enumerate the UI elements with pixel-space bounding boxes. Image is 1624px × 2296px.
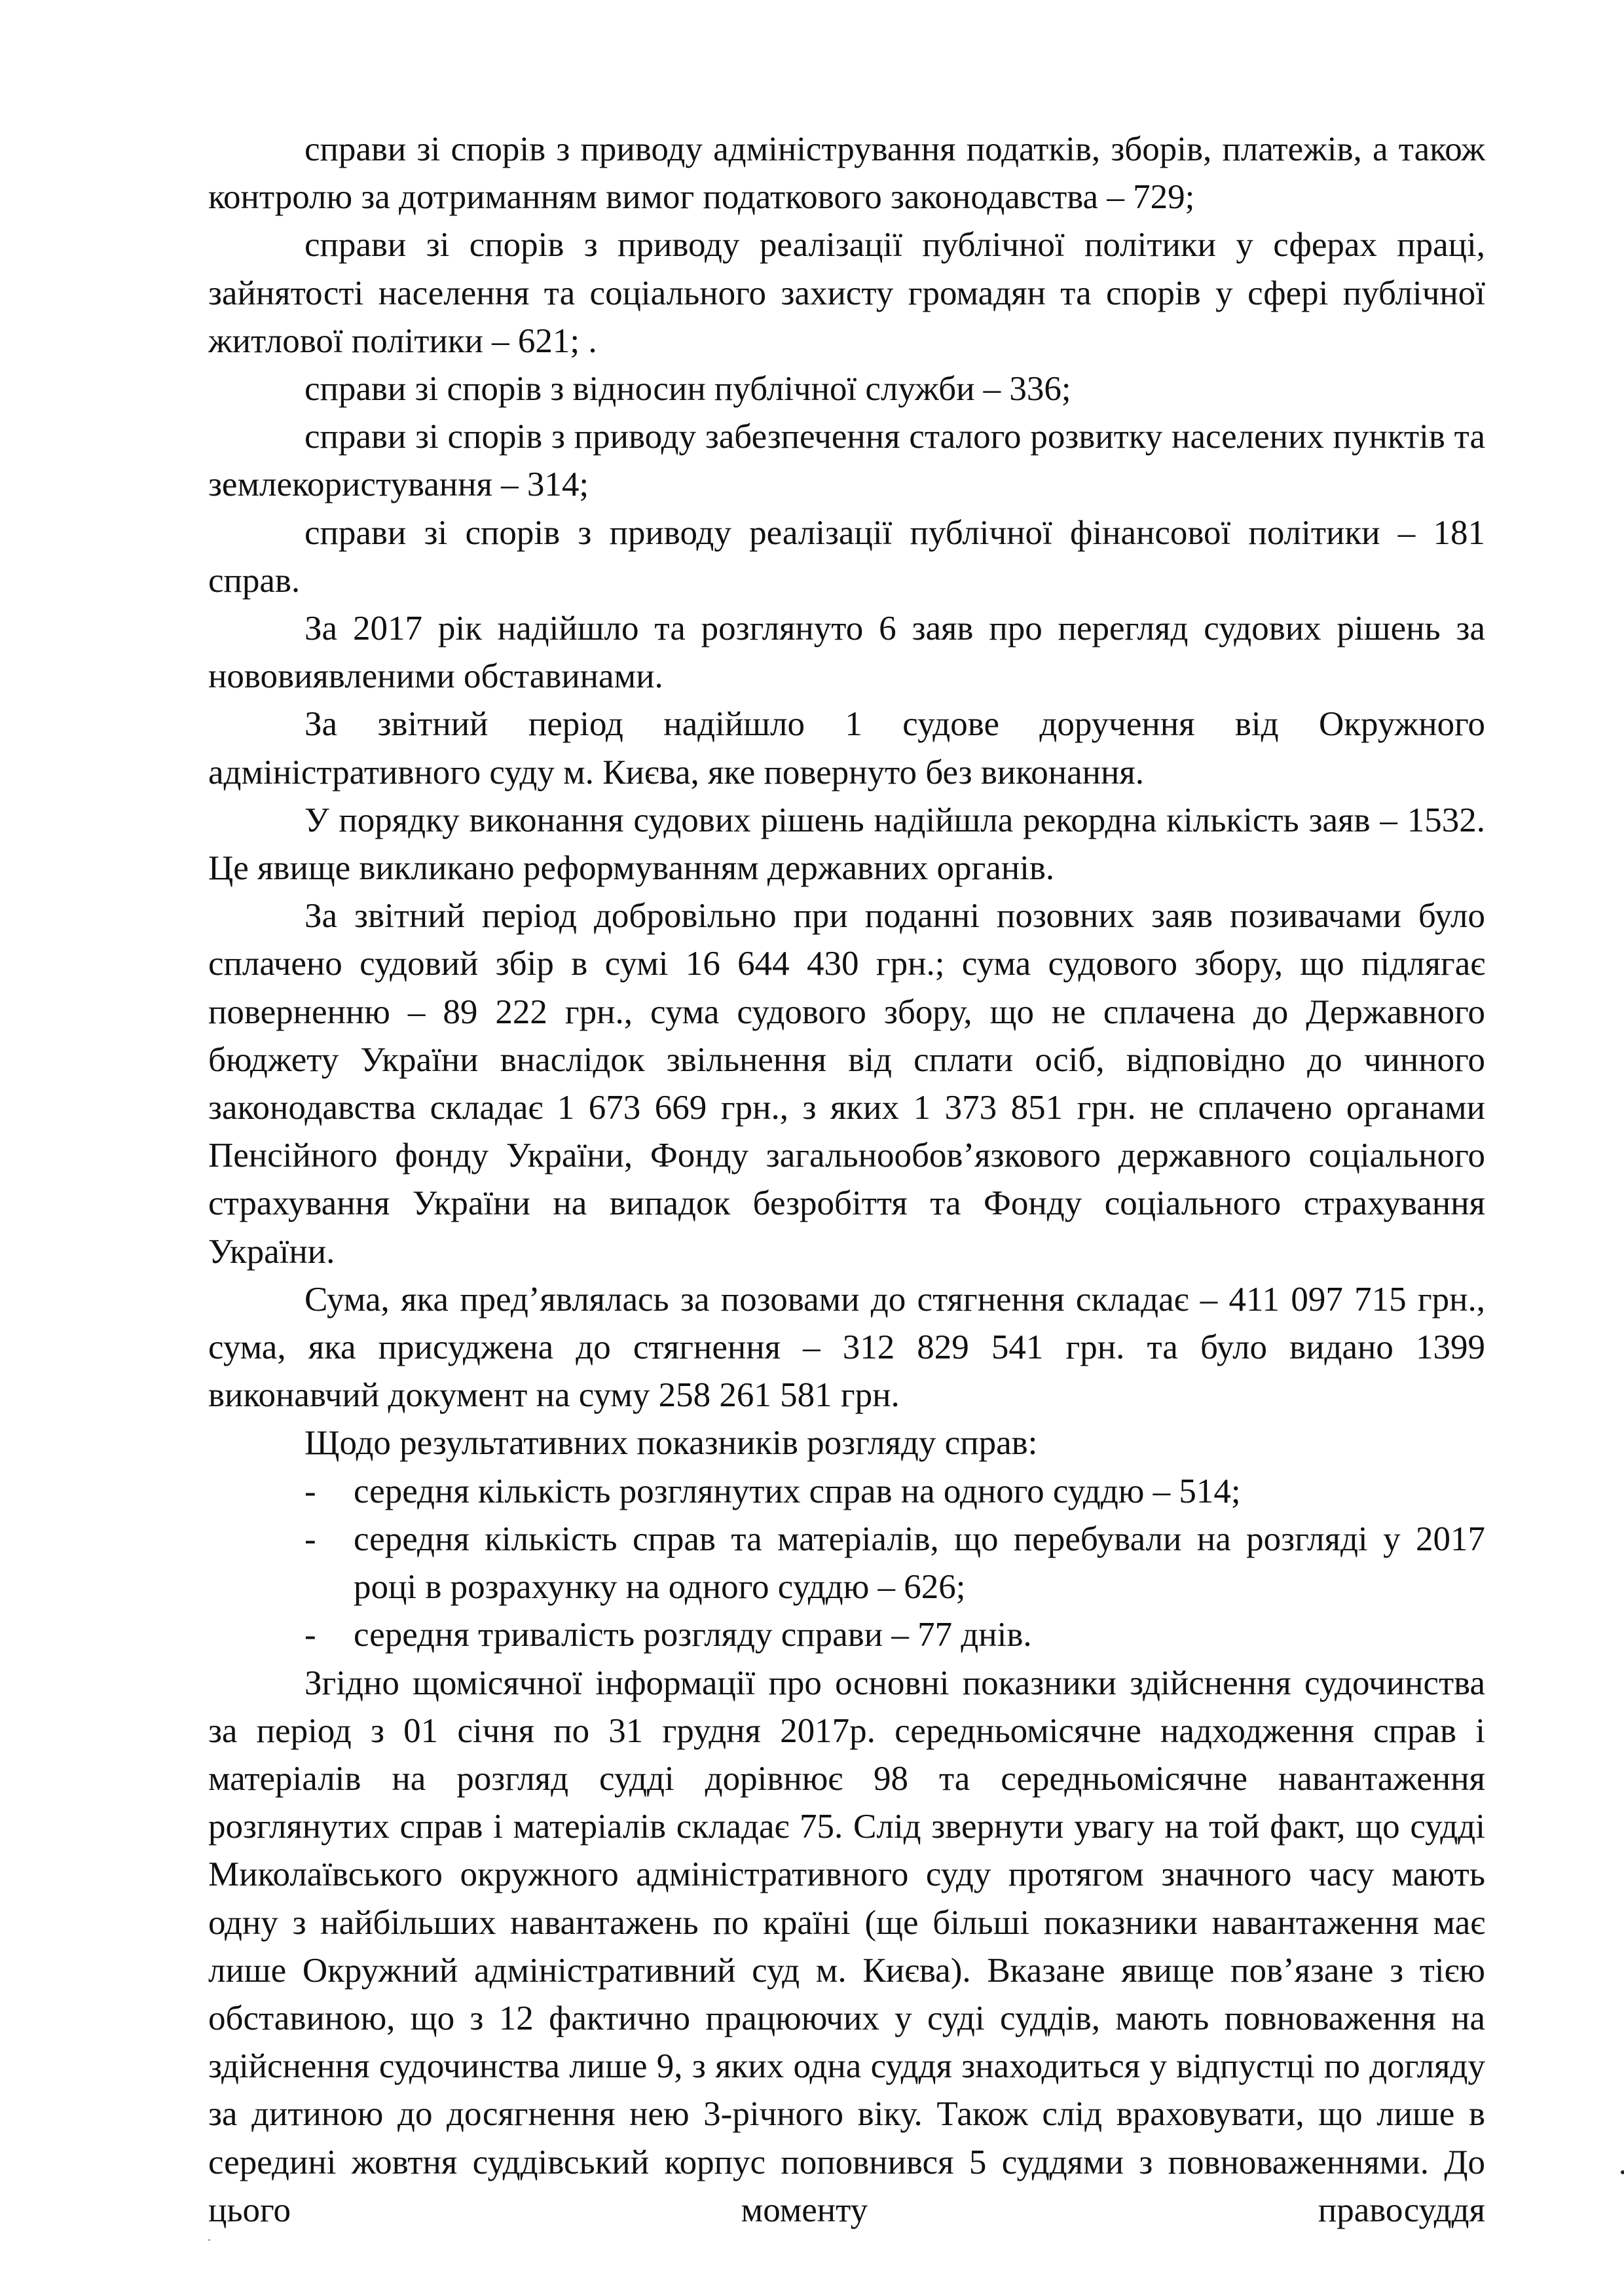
document-page	[208, 126, 1485, 2234]
list-item-text: середня тривалість розгляду справи – 77 днів.	[354, 1616, 1032, 1654]
paragraph-review-applications: За 2017 рік надійшло та розглянуто 6 заяв про перегляд судових рішень за нововиявленими обставинами.	[208, 610, 1485, 696]
paragraph-financial-policy: справи зі спорів з приводу реалізації публічної фінансової політики – 181 справ.	[208, 513, 1485, 600]
paragraph-labor-disputes: справи зі спорів з приводу реалізації публічної політики у сферах праці, зайнятості населення та соціального захисту громадян та спорів у сфері публічної житлової політики – 621; .	[208, 226, 1485, 360]
paragraph-enforcement: У порядку виконання судових рішень надійшла рекордна кількість заяв – 1532. Це явище викликано реформуванням державних органів.	[208, 801, 1485, 888]
list-item	[208, 1611, 1485, 1659]
paragraph-land-use: справи зі спорів з приводу забезпечення сталого розвитку населених пунктів та землекористування – 314;	[208, 418, 1485, 504]
indicators-list	[208, 1468, 1485, 1660]
list-item-text: середня кількість розглянутих справ на одного суддю – 514;	[354, 1472, 1241, 1510]
scan-speck	[1621, 2170, 1624, 2174]
scan-speck	[208, 2239, 210, 2241]
list-dash: -	[304, 1472, 316, 1510]
list-item-text: середня кількість справ та матеріалів, що перебували на розгляді у 2017 році в розрахунку на одного суддю – 626;	[354, 1520, 1485, 1607]
list-dash: -	[304, 1520, 316, 1558]
paragraph-indicators-intro: Щодо результативних показників розгляду справ:	[304, 1424, 1038, 1463]
paragraph-public-service: справи зі спорів з відносин публічної служби – 336;	[304, 370, 1071, 409]
paragraph-monthly-workload: Згідно щомісячної інформації про основні показники здійснення судочинства за період з 01 січня по 31 грудня 2017р. середньомісячне надходження справ і матеріалів на розгляд судді дорівнює 98 та середньомісячне навантаження розглянутих справ і матеріалів складає 75. Слід звернути увагу на той факт, що судді Миколаївського окружного адміністративного суду протягом значного часу мають одну з найбільших навантажень по країні (ще більші показники навантаження має лише Окружний адміністративний суд м. Києва). Вказане явище пов’язане з тією обставиною, що з 12 фактично працюючих у суді суддів, мають повноваження на здійснення судочинства лише 9, з яких одна суддя знаходиться у відпустці по догляду за дитиною до досягнення нею 3-річного віку. Також слід враховувати, що лише в середині жовтня суддівський корпус поповнився 5 суддями з повноваженнями. До цього моменту правосуддя	[208, 1664, 1485, 2229]
paragraph-court-fee: За звітний період добровільно при поданні позовних заяв позивачами було сплачено судовий збір в сумі 16 644 430 грн.; сума судового збору, що підлягає поверненню – 89 222 грн., сума судового збору, що не сплачена до Державного бюджету України внаслідок звільнення від сплати осіб, відповідно до чинного законодавства складає 1 673 669 грн., з яких 1 373 851 грн. не сплачено органами Пенсійного фонду України, Фонду загальнообов’язкового державного соціального страхування України на випадок безробіття та Фонду соціального страхування України.	[208, 897, 1485, 1271]
paragraph-claim-sums: Сума, яка пред’являлась за позовами до стягнення складає – 411 097 715 грн., сума, яка присуджена до стягнення – 312 829 541 грн. та було видано 1399 виконавчий документ на суму 258 261 581 грн.	[208, 1280, 1485, 1415]
list-item	[208, 1516, 1485, 1611]
paragraph-tax-disputes: справи зі спорів з приводу адміністрування податків, зборів, платежів, а також контролю за дотриманням вимог податкового законодавства – 729;	[208, 130, 1485, 217]
list-item	[208, 1468, 1485, 1516]
paragraph-court-order: За звітний період надійшло 1 судове доручення від Окружного адміністративного суду м. Києва, яке повернуто без виконання.	[208, 705, 1485, 792]
list-dash: -	[304, 1616, 316, 1654]
